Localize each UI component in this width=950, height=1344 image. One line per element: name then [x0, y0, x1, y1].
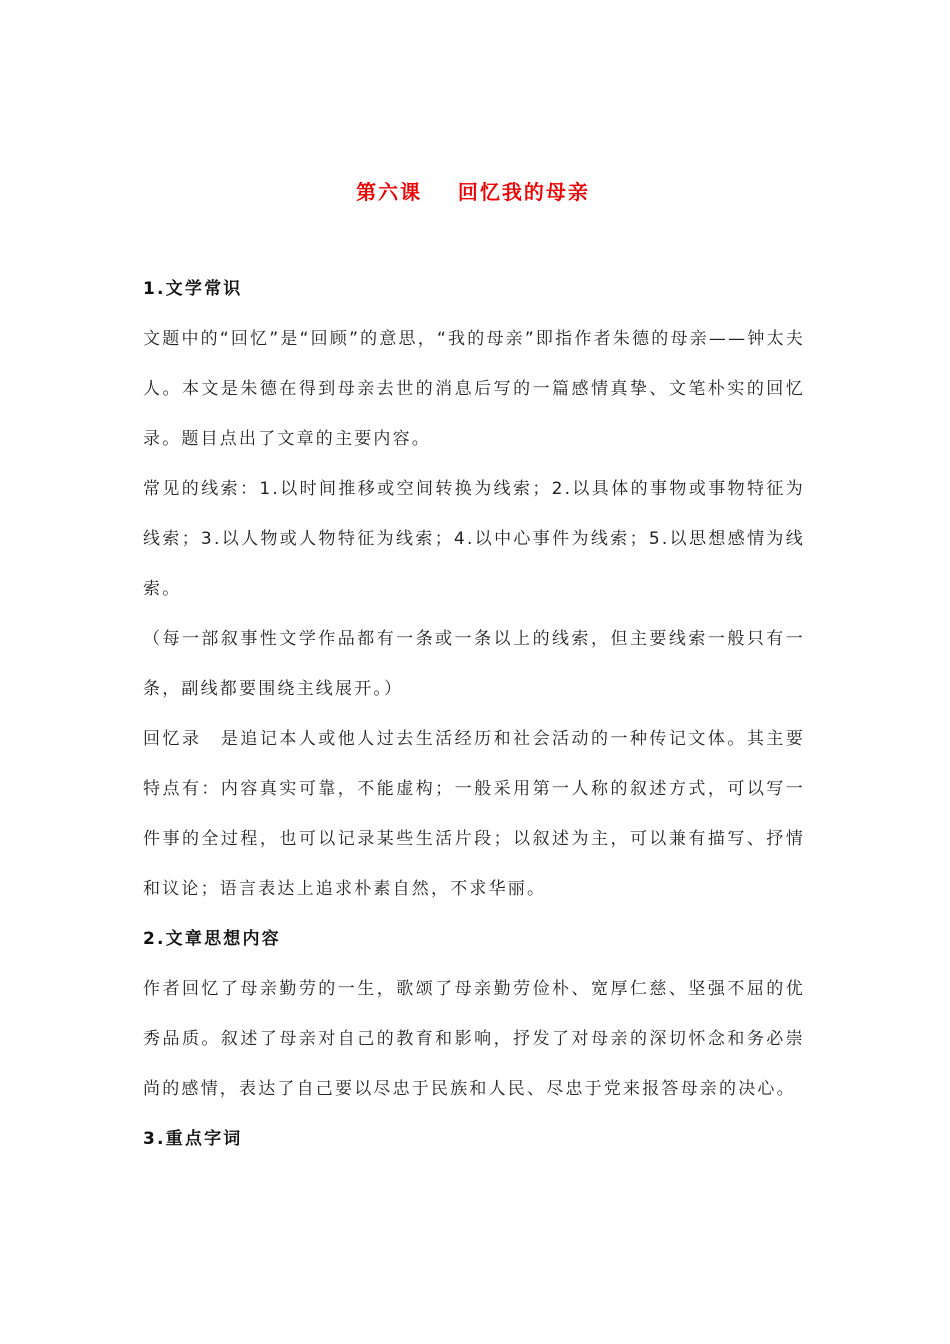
- section-heading-main-idea: 2.文章思想内容: [143, 929, 281, 949]
- section-heading-key-words: 3.重点字词: [143, 1129, 243, 1149]
- paragraph-main-idea: 作者回忆了母亲勤劳的一生，歌颂了母亲勤劳俭朴、宽厚仁慈、坚强不屈的优秀品质。叙述了母亲对自己的教育和影响，抒发了对母亲的深切怀念和务必崇尚的感情，表达了自己要以尽忠于民族和人民、尽忠于党来报答母亲的决心。: [143, 979, 805, 1099]
- paragraph-common-clues: 常见的线索：1.以时间推移或空间转换为线索；2.以具体的事物或事物特征为线索；3.以人物或人物特征为线索；4.以中心事件为线索；5.以思想感情为线索。: [143, 479, 805, 599]
- paragraph-clue-note: （每一部叙事性文学作品都有一条或一条以上的线索，但主要线索一般只有一条，副线都要围绕主线展开。）: [143, 629, 805, 699]
- document-body: [143, 264, 805, 1164]
- paragraph-title-meaning: 文题中的“回忆”是“回顾”的意思，“我的母亲”即指作者朱德的母亲——钟太夫人。本文是朱德在得到母亲去世的消息后写的一篇感情真挚、文笔朴实的回忆录。题目点出了文章的主要内容。: [143, 329, 805, 449]
- page-title: 第六课 回忆我的母亲: [356, 180, 590, 204]
- section-heading-literary-knowledge: 1.文学常识: [143, 279, 243, 299]
- paragraph-memoir-definition: 回忆录 是追记本人或他人过去生活经历和社会活动的一种传记文体。其主要特点有：内容真实可靠，不能虚构；一般采用第一人称的叙述方式，可以写一件事的全过程，也可以记录某些生活片段；以叙述为主，可以兼有描写、抒情和议论；语言表达上追求朴素自然，不求华丽。: [143, 729, 805, 899]
